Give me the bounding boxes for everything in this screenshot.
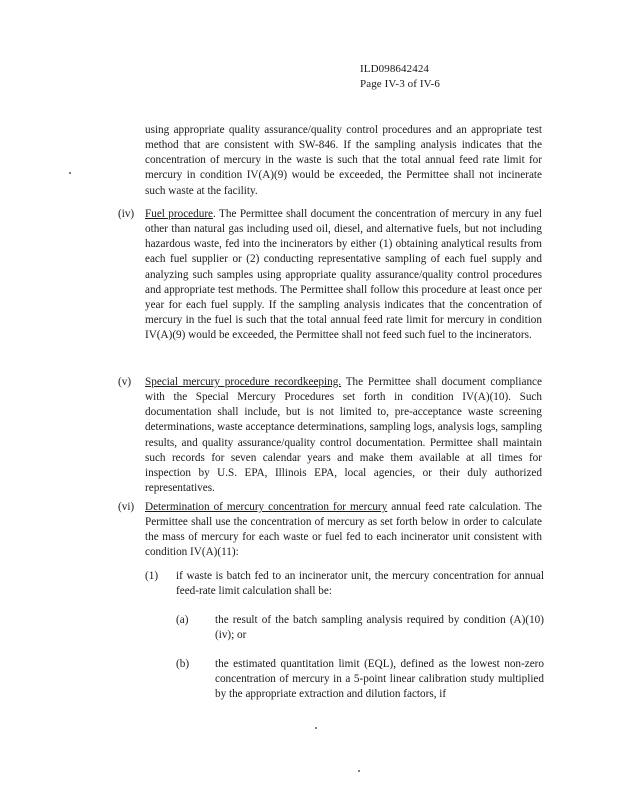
section-v-label: (v) [118, 376, 132, 388]
sub-item-b-paragraph: the estimated quantitation limit (EQL), defined as the lowest non-zero concentration of mercury in a 5-point linear calibration study multiplied by the appropriate extraction and dilution factors, if [215, 658, 544, 701]
section-v-paragraph [145, 375, 542, 496]
page-number: Page IV-3 of IV-6 [360, 78, 441, 90]
intro-paragraph: using appropriate quality assurance/quality control procedures and an appropriate test method that are consistent with SW-846. If the sampling analysis indicates that the concentration of mercury in the waste is such that the total annual feed rate limit for mercury in condition IV(A)(9) would be exceeded, the Permittee shall not incinerate such waste at the facility. [145, 124, 542, 197]
scan-speck [69, 172, 71, 174]
section-v-body: The Permittee shall document compliance with the Special Mercury Procedures set forth in condition IV(A)(10). Such documentation shall include, but is not limited to, pre-acceptance waste screening determinations, waste acceptance determinations, sampling logs, analysis logs, sampling results, and quality assurance/quality control documentation. Permittee shall maintain such records for seven calendar years and make them available at all times for inspection by U.S. EPA, Illinois EPA, local agencies, or their duly authorized representatives. [145, 376, 542, 495]
section-iv-title: Fuel procedure [145, 208, 214, 220]
item-1-paragraph: if waste is batch fed to an incinerator unit, the mercury concentration for annual feed-rate limit calculation shall be: [176, 570, 544, 598]
scan-speck [315, 727, 317, 729]
scan-speck [358, 770, 360, 772]
sub-item-b-label: (b) [176, 658, 190, 670]
section-iv-paragraph [145, 207, 542, 343]
sub-item-a-label: (a) [176, 614, 189, 626]
section-iv-title-suffix: . [213, 208, 216, 220]
sub-item-a-paragraph: the result of the batch sampling analysis required by condition (A)(10)(iv); or [215, 614, 544, 642]
section-vi-label: (vi) [118, 501, 135, 513]
section-v-title: Special mercury procedure recordkeeping. [145, 376, 342, 388]
section-vi-body: annual feed rate calculation. The Permittee shall use the concentration of mercury as set forth below in order to calculate the mass of mercury for each waste or fuel fed to each incinerator unit consistent with condition IV(A)(11): [145, 501, 542, 559]
document-id: ILD098642424 [360, 63, 430, 75]
section-vi-paragraph [145, 500, 542, 561]
section-vi-title: Determination of mercury concentration for mercury [145, 501, 388, 513]
section-iv-body: The Permittee shall document the concentration of mercury in any fuel other than natural gas including used oil, diesel, and alternative fuels, but not including hazardous waste, fed into the incinerators by either (1) obtaining analytical results from each fuel supplier or (2) conducting representative sampling of each fuel supply and analyzing such samples using appropriate quality assurance/quality control procedures and appropriate test methods. The Permittee shall follow this procedure at least once per year for each fuel supply. If the sampling analysis indicates that the concentration of mercury in the fuel is such that the total annual feed rate limit for mercury in condition IV(A)(9) would be exceeded, the Permittee shall not feed such fuel to the incinerators. [145, 208, 542, 342]
section-iv-label: (iv) [118, 208, 135, 220]
item-1-label: (1) [145, 570, 159, 582]
